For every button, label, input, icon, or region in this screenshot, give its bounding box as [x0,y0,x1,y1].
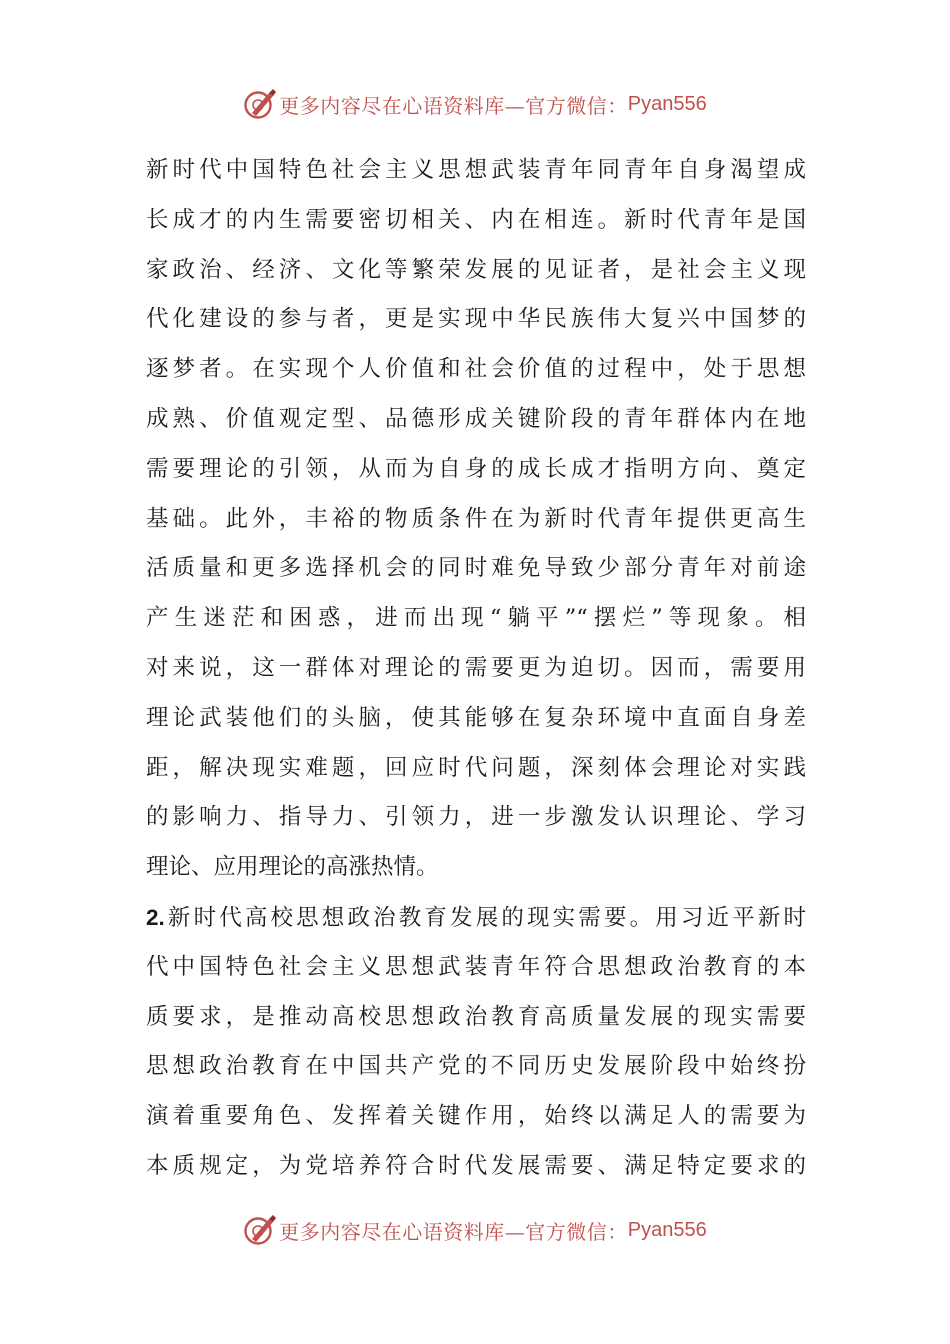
footer-banner [0,1208,950,1252]
section-2-line: 思想政治教育在中国共产党的不同历史发展阶段中始终扮 [146,1053,806,1080]
body-line: 产生迷茫和困惑，进而出现“躺平”“摆烂”等现象。相 [146,605,806,632]
section-2-line: 质要求，是推动高校思想政治教育高质量发展的现实需要 [146,1003,806,1030]
body-line: 对来说，这一群体对理论的需要更为迫切。因而，需要用 [146,654,806,681]
body-line: 需要理论的引领，从而为自身的成长成才指明方向、奠定 [146,455,806,482]
body-line: 新时代中国特色社会主义思想武装青年同青年自身渴望成 [146,157,806,183]
section-2-heading-line [146,893,806,943]
document-body [146,146,806,1192]
body-line: 长成才的内生需要密切相关、内在相连。新时代青年是国 [146,206,806,233]
body-line-paragraph-end: 理论、应用理论的高涨热情。 [146,854,439,881]
body-line: 基础。此外，丰裕的物质条件在为新时代青年提供更高生 [146,505,806,532]
body-line: 逐梦者。在实现个人价值和社会价值的过程中，处于思想 [146,356,806,383]
header-banner [0,82,950,126]
body-line: 活质量和更多选择机会的同时难免导致少部分青年对前途 [146,555,806,582]
section-2-line: 代中国特色社会主义思想武装青年符合思想政治教育的本 [146,953,806,980]
header-banner-wechat-id: Pyan556 [627,92,707,115]
footer-banner-text: 更多内容尽在心语资料库—官方微信： [279,1219,628,1244]
body-line: 家政治、经济、文化等繁荣发展的见证者，是社会主义现 [146,256,806,283]
section-2-line: 演着重要角色、发挥着关键作用，始终以满足人的需要为 [146,1103,806,1130]
body-line: 理论武装他们的头脑，使其能够在复杂环境中直面自身差 [146,704,806,731]
body-line: 成熟、价值观定型、品德形成关键阶段的青年群体内在地 [146,405,806,432]
body-line: 距，解决现实难题，回应时代问题，深刻体会理论对实践 [146,754,806,781]
pen-logo-icon [243,1213,277,1247]
body-line: 代化建设的参与者，更是实现中华民族伟大复兴中国梦的 [146,306,806,333]
section-2-number: 2. [146,904,165,930]
body-line: 的影响力、指导力、引领力，进一步激发认识理论、学习 [146,804,806,831]
section-2-heading-text: 新时代高校思想政治教育发展的现实需要。用习近平新时 [164,904,806,931]
pen-logo-icon [243,87,277,121]
header-banner-text: 更多内容尽在心语资料库—官方微信： [279,93,628,118]
section-2-line: 本质规定，为党培养符合时代发展需要、满足特定要求的 [146,1152,806,1179]
footer-banner-wechat-id: Pyan556 [627,1218,707,1241]
